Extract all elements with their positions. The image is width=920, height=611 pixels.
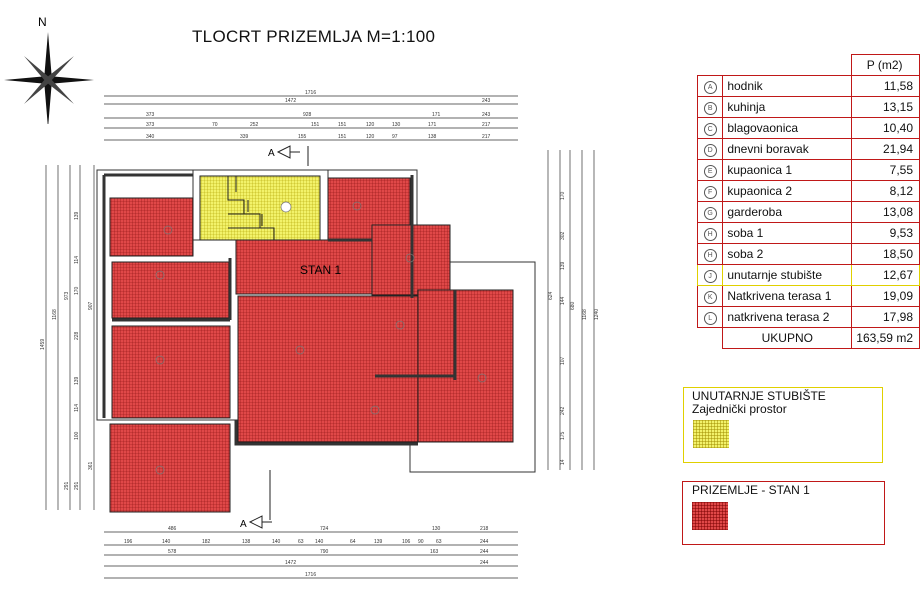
dim-top-3-1: 928 [303,112,312,118]
dim-bot-2-0: 196 [124,539,133,545]
section-mark-bottom [240,470,272,530]
room-area: 13,08 [852,202,920,223]
dim-left-4-3: 228 [74,331,80,340]
dim-bot-3-1: 790 [320,549,329,555]
dim-top-1-0: 1716 [305,90,317,96]
dim-left-5-0: 907 [88,301,94,310]
drawing-title: TLOCRT PRIZEMLJA M=1:100 [192,27,436,46]
dim-top-5-0: 340 [146,134,155,140]
dim-bot-2-5: 63 [298,539,304,545]
dim-bot-2-11: 63 [436,539,442,545]
room-area: 8,12 [852,181,920,202]
stair-area [200,176,320,240]
room-area: 21,94 [852,139,920,160]
dim-bot-1-1: 724 [320,526,329,532]
dim-bot-3-2: 163 [430,549,439,555]
dim-right-1-0: 1240 [594,308,600,320]
total-value: 163,59 m2 [852,328,920,349]
red-swatch [692,502,728,530]
table-row [698,286,920,307]
dim-bot-1-3: 218 [480,526,489,532]
room-living-left [112,262,230,318]
dim-bot-2-12: 244 [480,539,489,545]
dim-top-4-8: 217 [482,122,491,128]
room-name: soba 1 [723,223,852,244]
room-name: dnevni boravak [723,139,852,160]
dim-bot-2-9: 106 [402,539,411,545]
dim-left-2-0: 1168 [52,309,58,320]
legend-red-title: PRIZEMLJE - STAN 1 [692,483,810,497]
room-area: 13,15 [852,97,920,118]
room-name: natkrivena terasa 2 [723,307,852,328]
north-label: N [38,15,47,29]
legend-common-stair [683,387,883,463]
dim-top-5-7: 217 [482,134,491,140]
dim-left-3-0: 973 [64,291,70,300]
dim-bot-5-0: 1716 [305,572,317,578]
dim-right-4-4: 107 [560,356,566,365]
room-name: unutarnje stubište [723,265,852,286]
room-terrace-1 [110,424,230,512]
dim-bot-3-0: 578 [168,549,177,555]
dim-top-2-0: 1472 [285,98,297,104]
dim-top-5-2: 155 [298,134,307,140]
dim-bot-2-3: 138 [242,539,251,545]
dim-bot-2-4: 140 [272,539,281,545]
dim-left-5-1: 361 [88,461,94,470]
room-name: kupaonica 1 [723,160,852,181]
dim-top-5-1: 339 [240,134,249,140]
dim-left-4-0: 139 [74,211,80,220]
room-code: B [704,102,717,115]
dim-top-4-3: 151 [311,122,320,128]
room-area: 19,09 [852,286,920,307]
dim-right-4-6: 175 [560,431,566,440]
dim-top-3-2: 171 [432,112,441,118]
table-row [698,307,920,328]
table-row [698,244,920,265]
room-bedroom-left [112,326,230,418]
room-area: 10,40 [852,118,920,139]
room-code: L [704,312,717,325]
area-header: P (m2) [852,55,920,76]
table-row [698,97,920,118]
dim-bot-2-8: 139 [374,539,383,545]
room-code: K [704,291,717,304]
dim-top-4-6: 130 [392,122,401,128]
dim-bot-1-0: 486 [168,526,177,532]
room-name: garderoba [723,202,852,223]
dim-top-4-0: 373 [146,122,155,128]
total-label: UKUPNO [723,328,852,349]
dim-bot-2-1: 140 [162,539,171,545]
dim-bot-2-2: 182 [202,539,211,545]
room-name: hodnik [723,76,852,97]
table-row [698,139,920,160]
table-row [698,76,920,97]
room-area: 17,98 [852,307,920,328]
dim-bot-4-0: 1472 [285,560,297,566]
section-mark-top [268,146,308,166]
dim-right-2-0: 1168 [582,309,588,320]
dim-top-4-1: 70 [212,122,218,128]
dim-top-4-2: 252 [250,122,259,128]
table-row [698,223,920,244]
dim-top-2-1: 243 [482,98,491,104]
room-code: F [704,186,717,199]
dim-top-5-4: 120 [366,134,375,140]
dim-left-4-7: 291 [74,481,80,490]
room-area-table [697,54,920,349]
dim-right-3-1: 680 [570,301,576,310]
room-code: D [704,144,717,157]
dim-right-4-5: 242 [560,406,566,415]
dim-top-5-5: 97 [392,134,398,140]
dim-bot-2-10: 90 [418,539,424,545]
room-area: 18,50 [852,244,920,265]
dim-bot-3-3: 244 [480,549,489,555]
room-area: 9,53 [852,223,920,244]
dim-bot-1-2: 130 [432,526,441,532]
legend-yellow-title: UNUTARNJE STUBIŠTE [692,389,826,403]
dim-right-4-2: 139 [560,261,566,270]
dim-right-4-7: 14 [560,459,566,465]
dim-top-5-3: 151 [338,134,347,140]
dim-left-4-5: 114 [74,404,80,412]
table-row [698,202,920,223]
table-row [698,118,920,139]
section-label-top: A [268,148,275,159]
room-name: kuhinja [723,97,852,118]
dim-bot-4-1: 244 [480,560,489,566]
dim-left-4-4: 139 [74,376,80,385]
room-living [238,296,418,442]
dim-top-4-4: 151 [338,122,347,128]
room-code: H [704,228,717,241]
dim-top-5-6: 138 [428,134,437,140]
room-code: C [704,123,717,136]
legend-apartment [682,481,885,545]
dim-top-3-0: 373 [146,112,155,118]
room-name: Natkrivena terasa 1 [723,286,852,307]
room-name: blagovaonica [723,118,852,139]
room-area: 11,58 [852,76,920,97]
dim-right-4-3: 144 [560,296,566,305]
dimension-lines-top [104,96,518,140]
dim-right-3-0: 624 [548,291,554,300]
total-row [698,328,920,349]
room-name: soba 2 [723,244,852,265]
room-area: 12,67 [852,265,920,286]
dim-left-1-0: 1459 [40,338,46,350]
room-code: J [704,270,717,283]
dim-left-4-2: 170 [74,286,80,295]
dim-right-4-1: 302 [560,231,566,240]
room-code: A [704,81,717,94]
room-code: G [704,207,717,220]
dim-bot-2-7: 64 [350,539,356,545]
section-label-bottom: A [240,519,247,530]
dim-top-4-5: 120 [366,122,375,128]
dim-top-4-7: 171 [428,122,437,128]
dim-left-4-6: 100 [74,431,80,440]
legend-yellow-subtitle: Zajednički prostor [692,402,787,416]
room-code: E [704,165,717,178]
dim-bot-2-6: 140 [315,539,324,545]
apartment-label: STAN 1 [300,263,342,277]
room-kitchen [110,198,193,256]
table-row [698,160,920,181]
room-code: H [704,249,717,262]
dim-right-4-0: 170 [560,191,566,200]
dim-top-3-3: 243 [482,112,491,118]
dim-left-4-1: 114 [74,256,80,264]
room-terrace-2 [418,290,513,442]
room-area: 7,55 [852,160,920,181]
dimension-lines-left [46,165,94,510]
table-row [698,265,920,286]
dim-left-3-1: 291 [64,481,70,490]
yellow-swatch [693,420,729,448]
room-name: kupaonica 2 [723,181,852,202]
table-row [698,181,920,202]
